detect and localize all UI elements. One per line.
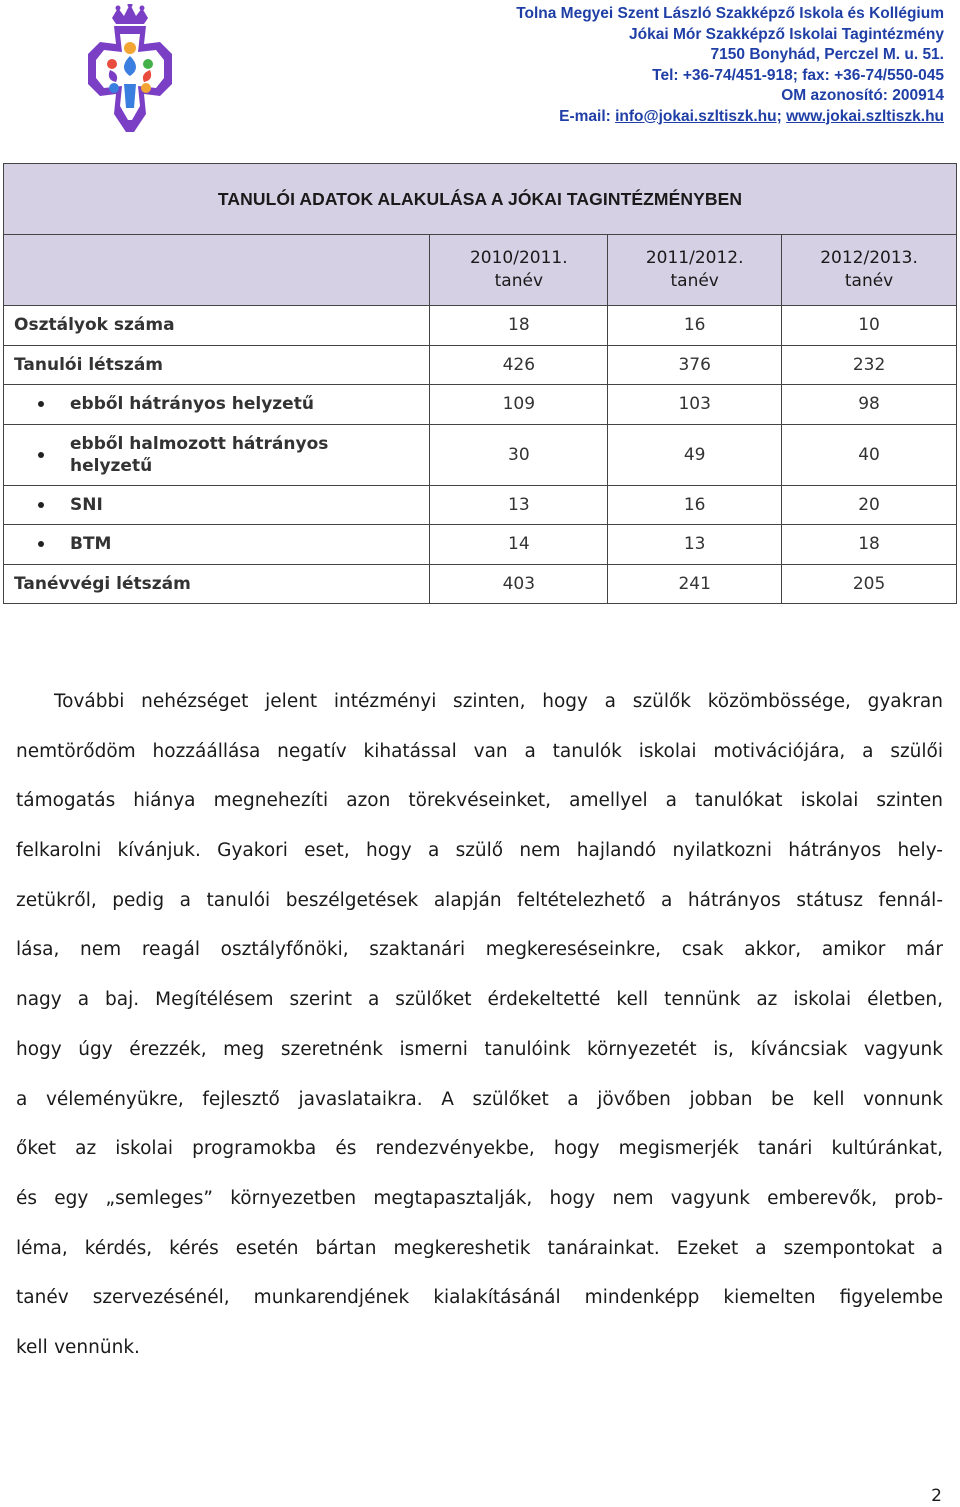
table-header-empty [4, 235, 430, 306]
email-link[interactable]: info@jokai.szltiszk.hu [615, 107, 777, 125]
cell-value: 49 [608, 424, 782, 485]
paragraph-line: tanév szervezésénél, munkarendjének kialakításánál mindenképp kiemelten figyelembe [16, 1287, 943, 1309]
paragraph-line: felkarolni kívánjuk. Gyakori eset, hogy a szülő nem hajlandó nyilatkozni hátrányos hely- [16, 840, 943, 862]
table-row [4, 424, 957, 485]
cell-value: 232 [782, 345, 957, 385]
body-paragraph [16, 677, 943, 1373]
paragraph-line: őket az iskolai programokba és rendezvényekbe, hogy megismerjék tanári kultúránkat, [16, 1138, 943, 1160]
cell-value: 376 [608, 345, 782, 385]
header-line-phone-fax: Tel: +36-74/451-918; fax: +36-74/550-045 [652, 66, 944, 84]
student-data-table [3, 163, 957, 604]
cell-value: 13 [430, 485, 608, 525]
cell-value: 14 [430, 525, 608, 565]
row-label-sub: SNI [4, 485, 430, 525]
paragraph-line: nemtörődöm hozzáállása negatív kihatással van a tanulók iskolai motivációjára, a szülői [16, 740, 943, 762]
paragraph-line: nagy a baj. Megítélésem szerint a szülőket érdekeltetté kell tennünk az iskolai életben, [16, 989, 943, 1011]
paragraph-line: zetükről, pedig a tanulói beszélgetések alapján feltételezhető a hátrányos státusz fennál- [16, 889, 943, 911]
cell-value: 10 [782, 306, 957, 346]
cell-value: 403 [430, 564, 608, 604]
year-header: 2012/2013. tanév [782, 235, 957, 306]
table-row [4, 485, 957, 525]
table-row [4, 385, 957, 425]
row-label: Osztályok száma [4, 306, 430, 346]
paragraph-line: hogy úgy érezzék, meg szeretnénk ismerni tanulóink környezetét is, kíváncsiak vagyunk [16, 1038, 943, 1060]
header-line-om-id: OM azonosító: 200914 [781, 87, 944, 104]
row-label-sub: BTM [4, 525, 430, 565]
paragraph-line: lása, nem reagál osztályfőnöki, szaktanári megkereséseinkre, csak akkor, amikor már [16, 939, 943, 961]
page-number: 2 [931, 1486, 942, 1506]
year-header: 2010/2011. tanév [430, 235, 608, 306]
cell-value: 16 [608, 485, 782, 525]
row-label-sub: ebből halmozott hátrányos helyzetű [4, 424, 430, 485]
row-label: Tanévvégi létszám [4, 564, 430, 604]
header-line-address: 7150 Bonyhád, Perczel M. u. 51. [710, 46, 944, 63]
website-link[interactable]: www.jokai.szltiszk.hu [786, 107, 944, 125]
table-header-row [4, 235, 957, 306]
cell-value: 20 [782, 485, 957, 525]
cell-value: 426 [430, 345, 608, 385]
cell-value: 16 [608, 306, 782, 346]
table-row [4, 345, 957, 385]
cell-value: 98 [782, 385, 957, 425]
cell-value: 109 [430, 385, 608, 425]
table-title-row [4, 164, 957, 235]
contact-separator: ; [776, 107, 787, 125]
cell-value: 205 [782, 564, 957, 604]
cell-value: 30 [430, 424, 608, 485]
table-title: TANULÓI ADATOK ALAKULÁSA A JÓKAI TAGINTÉZMÉNYBEN [4, 164, 957, 235]
school-logo [84, 4, 176, 136]
paragraph-line: léma, kérdés, kérés esetén bártan megkereshetik tanárainkat. Ezeket a szempontokat a [16, 1237, 943, 1259]
bullet-icon [38, 452, 44, 458]
school-header [324, 4, 944, 127]
paragraph-line: támogatás hiánya megnehezíti azon törekvéseinket, amellyel a tanulókat iskolai szinten [16, 790, 943, 812]
paragraph-line: További nehézséget jelent intézményi szinten, hogy a szülők közömbössége, gyakran [54, 691, 943, 712]
year-header: 2011/2012. tanév [608, 235, 782, 306]
cell-value: 103 [608, 385, 782, 425]
bullet-icon [38, 502, 44, 508]
cell-value: 18 [782, 525, 957, 565]
cell-value: 18 [430, 306, 608, 346]
row-label: Tanulói létszám [4, 345, 430, 385]
header-line-school: Tolna Megyei Szent László Szakképző Iskola és Kollégium [516, 5, 944, 22]
table-row [4, 564, 957, 604]
cell-value: 40 [782, 424, 957, 485]
row-label-sub: ebből hátrányos helyzetű [4, 385, 430, 425]
paragraph-line: kell vennünk. [16, 1336, 140, 1358]
paragraph-line: és egy „semleges” környezetben megtapasztalják, hogy nem vagyunk emberevők, prob- [16, 1187, 943, 1209]
cell-value: 13 [608, 525, 782, 565]
header-line-member-institution: Jókai Mór Szakképző Iskolai Tagintézmény [629, 25, 944, 43]
table-row [4, 525, 957, 565]
bullet-icon [38, 541, 44, 547]
cell-value: 241 [608, 564, 782, 604]
table-row [4, 306, 957, 346]
paragraph-line: a véleményükre, fejlesztő javaslataikra. A szülőket a jövőben jobban be kell vonnunk [16, 1088, 943, 1110]
email-label: E-mail: [559, 107, 616, 125]
header-line-contact [324, 107, 944, 128]
bullet-icon [38, 401, 44, 407]
